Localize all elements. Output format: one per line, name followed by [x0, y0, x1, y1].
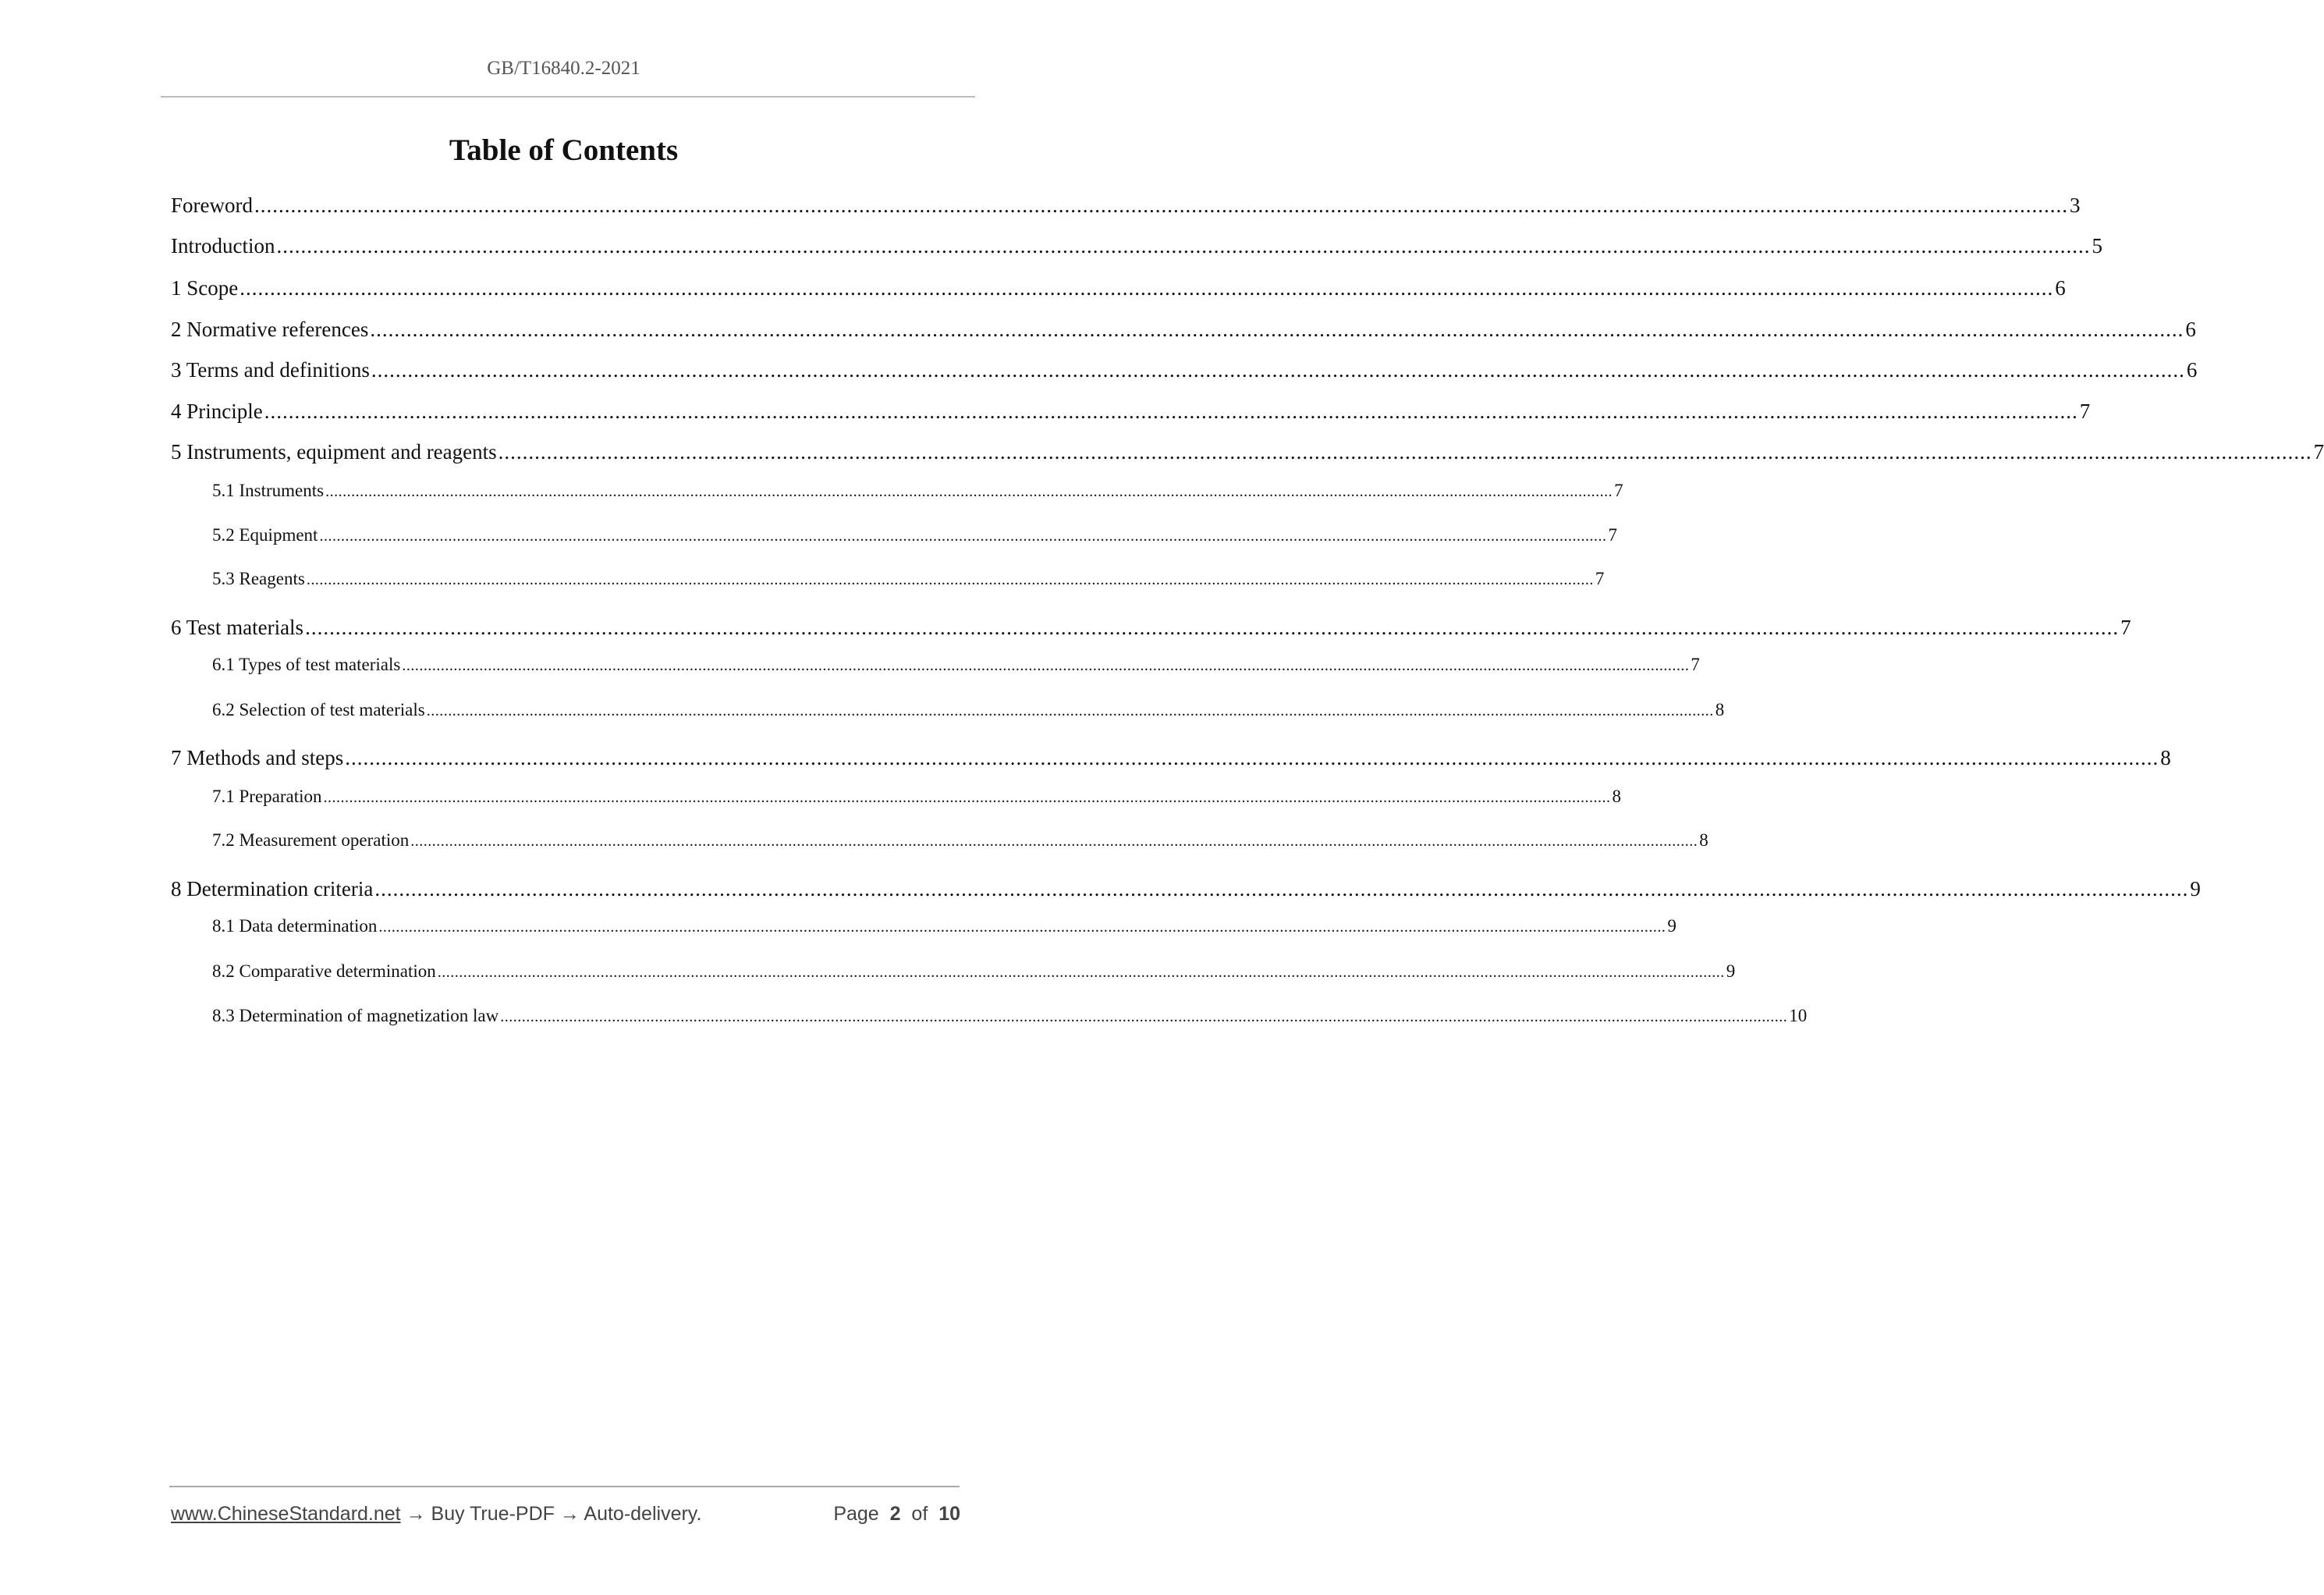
toc-page-number: 7	[1595, 569, 1605, 588]
toc-entry-label: 6 Test materials	[171, 616, 304, 639]
toc-page-number: 7	[2079, 400, 2091, 423]
toc-entry[interactable]	[212, 961, 1736, 982]
toc-entry-label: 8 Determination criteria	[171, 877, 374, 901]
toc-entry-label: 4 Principle	[171, 400, 263, 423]
toc-entry-label: 8.1 Data determination	[212, 916, 378, 936]
dot-leader: ............................................................................................................................................................................................................................................................................................................	[345, 746, 2159, 769]
header-divider	[161, 96, 975, 98]
toc-entry[interactable]	[171, 234, 2102, 258]
toc-entry-label: 5.2 Equipment	[212, 525, 318, 545]
toc-page-number: 9	[1726, 961, 1736, 981]
dot-leader: ............................................................................................................................................................................................................................................................................................................	[276, 234, 2091, 258]
dot-leader: ............................................................................................................................................................................................................................................................................................................	[323, 789, 1611, 806]
dot-leader: ............................................................................................................................................................................................................................................................................................................	[402, 657, 1690, 674]
toc-entry-label: 5 Instruments, equipment and reagents	[171, 440, 497, 464]
toc-entry[interactable]	[171, 358, 2198, 382]
toc-page-number: 8	[1715, 700, 1725, 719]
footer-divider	[169, 1486, 960, 1487]
toc-entry-label: 7.1 Preparation	[212, 787, 322, 806]
dot-leader: ............................................................................................................................................................................................................................................................................................................	[325, 483, 1613, 500]
toc-page-number: 8	[2160, 746, 2171, 769]
footer-promo	[171, 1503, 701, 1526]
dot-leader: ............................................................................................................................................................................................................................................................................................................	[254, 194, 2068, 217]
promo-text: → Buy True-PDF → Auto-delivery.	[400, 1503, 702, 1525]
document-id-header: GB/T16840.2-2021	[487, 58, 640, 79]
toc-page-number: 9	[2190, 877, 2201, 901]
toc-page-number: 10	[1789, 1006, 1808, 1025]
website-link[interactable]: www.ChineseStandard.net	[171, 1503, 401, 1525]
toc-entry[interactable]	[171, 194, 2081, 218]
toc-entry-label: 2 Normative references	[171, 318, 369, 341]
toc-entry-label: 3 Terms and definitions	[171, 358, 370, 382]
toc-entry-label: 7.2 Measurement operation	[212, 830, 410, 850]
toc-entry[interactable]	[171, 440, 2324, 464]
dot-leader: ............................................................................................................................................................................................................................................................................................................	[437, 964, 1725, 981]
toc-entry[interactable]	[212, 916, 1676, 936]
footer	[171, 1503, 960, 1526]
toc-page-number: 7	[2120, 616, 2131, 639]
toc-entry-label: 5.3 Reagents	[212, 569, 305, 588]
toc-page-number: 3	[2069, 194, 2081, 217]
toc-page-number: 7	[1608, 525, 1617, 545]
toc-page-number: 6	[2186, 358, 2198, 382]
dot-leader: ............................................................................................................................................................................................................................................................................................................	[374, 877, 2189, 901]
toc-entry[interactable]	[171, 400, 2091, 424]
toc-page-number: 8	[1699, 830, 1708, 850]
dot-leader: ............................................................................................................................................................................................................................................................................................................	[305, 616, 2120, 639]
toc-page-number: 7	[2313, 440, 2324, 464]
toc-entry[interactable]	[171, 318, 2196, 342]
dot-leader: ............................................................................................................................................................................................................................................................................................................	[500, 1008, 1788, 1025]
toc-entry[interactable]	[212, 525, 1617, 545]
toc-entry[interactable]	[212, 700, 1725, 720]
toc-entry-label: 1 Scope	[171, 276, 239, 300]
toc-entry[interactable]	[212, 481, 1623, 501]
toc-page-number: 5	[2092, 234, 2102, 258]
dot-leader: ............................................................................................................................................................................................................................................................................................................	[239, 276, 2054, 300]
dot-leader: ............................................................................................................................................................................................................................................................................................................	[370, 318, 2184, 341]
page-indicator: Page 2 of 10	[833, 1503, 960, 1525]
dot-leader: ............................................................................................................................................................................................................................................................................................................	[319, 528, 1607, 545]
toc-entry-label: 7 Methods and steps	[171, 746, 344, 769]
toc-entry[interactable]	[212, 1006, 1808, 1026]
toc-entry[interactable]	[171, 877, 2201, 901]
toc-page-number: 7	[1691, 655, 1700, 674]
dot-leader: ............................................................................................................................................................................................................................................................................................................	[264, 400, 2078, 423]
toc-entry-label: 8.2 Comparative determination	[212, 961, 436, 981]
toc-entry[interactable]	[171, 746, 2171, 770]
toc-entry[interactable]	[212, 787, 1622, 807]
total-pages: 10	[938, 1503, 960, 1525]
toc-entry-label: Introduction	[171, 234, 275, 258]
toc-page-number: 6	[2185, 318, 2196, 341]
toc-page-number: 7	[1614, 481, 1623, 500]
toc-entry[interactable]	[171, 616, 2131, 640]
toc-entry[interactable]	[212, 655, 1700, 675]
toc-entry[interactable]	[171, 276, 2066, 300]
dot-leader: ............................................................................................................................................................................................................................................................................................................	[410, 833, 1698, 850]
toc-entry[interactable]	[212, 830, 1708, 851]
toc-page-number: 8	[1612, 787, 1622, 806]
toc-entry-label: 6.2 Selection of test materials	[212, 700, 425, 719]
dot-leader: ............................................................................................................................................................................................................................................................................................................	[426, 702, 1714, 719]
current-page: 2	[889, 1503, 901, 1525]
toc-entry-label: 6.1 Types of test materials	[212, 655, 401, 674]
dot-leader: ............................................................................................................................................................................................................................................................................................................	[498, 440, 2312, 464]
page-title: Table of Contents	[449, 133, 679, 167]
dot-leader: ............................................................................................................................................................................................................................................................................................................	[378, 918, 1666, 936]
toc-page-number: 9	[1667, 916, 1676, 936]
dot-leader: ............................................................................................................................................................................................................................................................................................................	[306, 571, 1594, 588]
toc-page-number: 6	[2055, 276, 2066, 300]
toc-entry-label: 8.3 Determination of magnetization law	[212, 1006, 499, 1025]
dot-leader: ............................................................................................................................................................................................................................................................................................................	[371, 358, 2185, 382]
toc-entry-label: 5.1 Instruments	[212, 481, 325, 500]
toc-entry-label: Foreword	[171, 194, 253, 217]
toc-entry[interactable]	[212, 569, 1605, 589]
